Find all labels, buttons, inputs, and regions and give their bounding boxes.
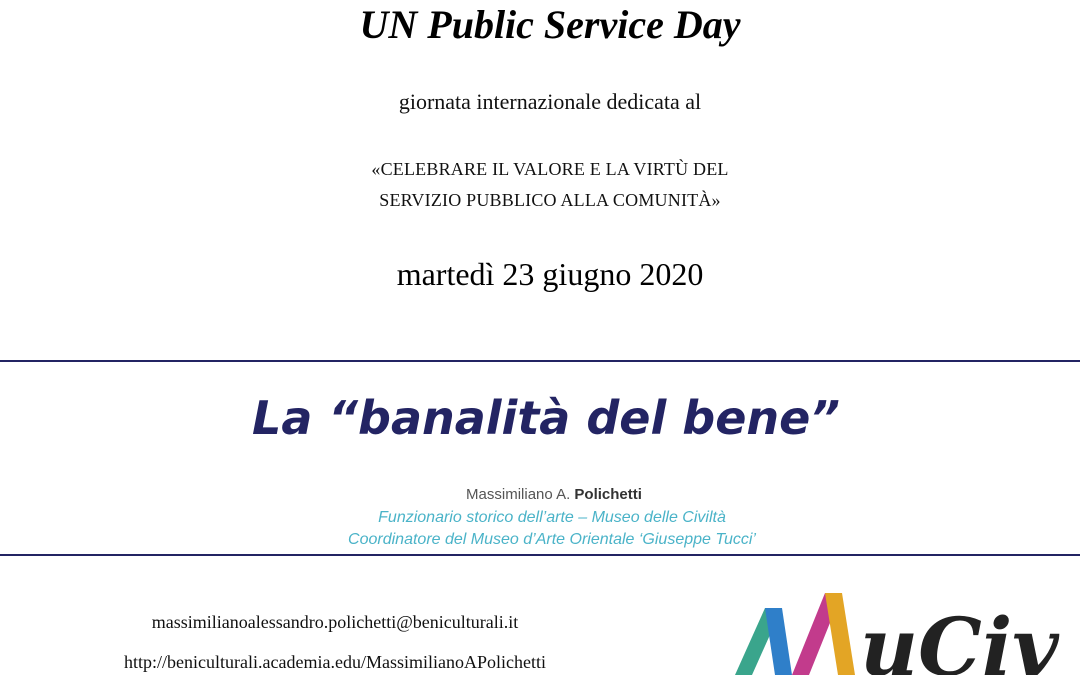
event-quote-line-1: «CELEBRARE IL VALORE E LA VIRTÙ DEL (371, 159, 729, 179)
divider-top (0, 360, 1080, 362)
talk-title: La “banalità del bene” (252, 391, 840, 445)
divider-bottom (0, 554, 1080, 556)
logo-stroke-blue (765, 608, 792, 675)
speaker-last-name: Polichetti (574, 486, 642, 503)
speaker-role-1: Funzionario storico dell’arte – Museo delle Civiltà (378, 509, 726, 526)
contact-email[interactable]: massimilianoalessandro.polichetti@beniculturali.it (151, 612, 519, 632)
event-title: UN Public Service Day (359, 2, 741, 47)
speaker-role-2: Coordinatore del Museo d’Arte Orientale ‘Giuseppe Tucci’ (348, 531, 756, 548)
speaker-name (0, 485, 1080, 505)
event-quote-line-2: SERVIZIO PUBBLICO ALLA COMUNITÀ» (379, 190, 721, 210)
muciv-logo (730, 578, 1070, 675)
event-subtitle: giornata internazionale dedicata al (398, 89, 702, 114)
event-date: martedì 23 giugno 2020 (396, 256, 704, 292)
logo-lettering: uCiv (860, 600, 1059, 675)
logo-stroke-orange (825, 593, 855, 675)
contact-url[interactable]: http://beniculturali.academia.edu/MassimilianoAPolichetti (124, 652, 546, 672)
speaker-first-name: Massimiliano A. (466, 486, 571, 503)
